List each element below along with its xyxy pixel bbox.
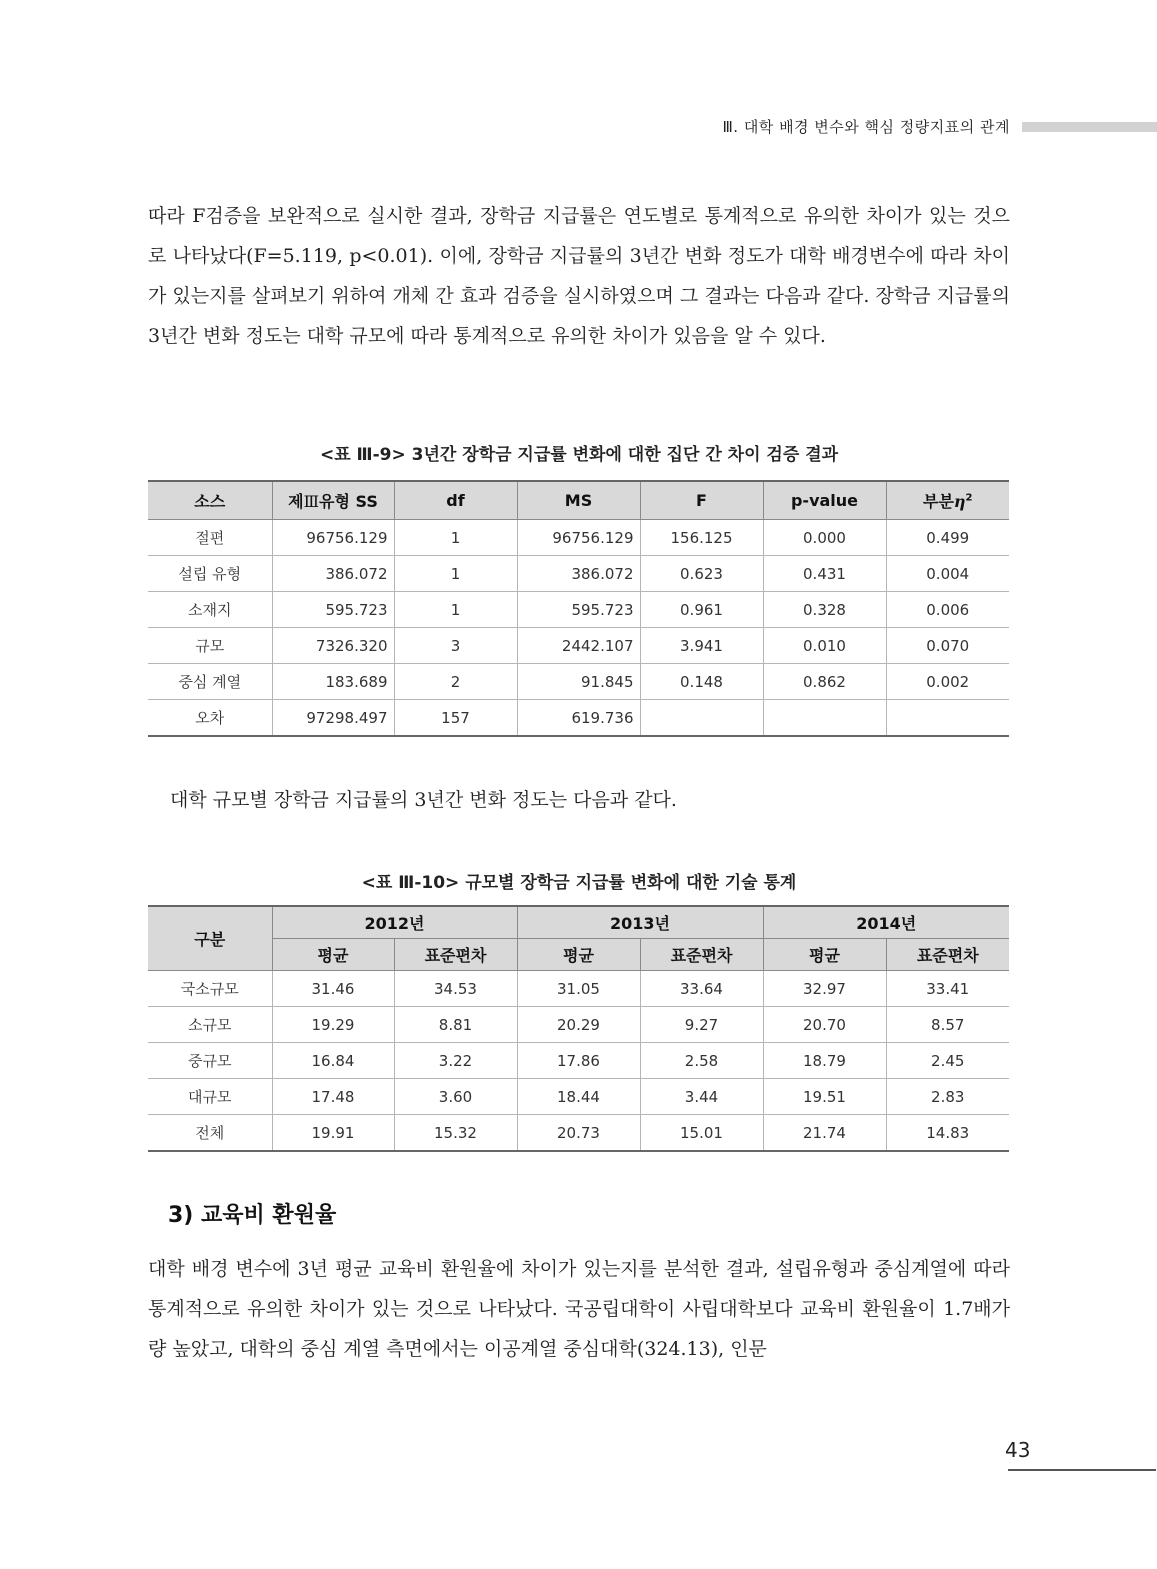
header-group: 구분 — [148, 906, 272, 971]
cell-ms: 2442.107 — [517, 628, 640, 664]
cell-m13: 17.86 — [517, 1043, 640, 1079]
cell-m12: 17.48 — [272, 1079, 394, 1115]
cell-p: 0.010 — [763, 628, 886, 664]
header-df: df — [394, 481, 517, 520]
cell-p — [763, 700, 886, 737]
header-decorative-bar — [1022, 122, 1157, 132]
table-row — [148, 971, 1009, 1007]
paragraph-1: 따라 F검증을 보완적으로 실시한 결과, 장학금 지급률은 연도별로 통계적으로 유의한 차이가 있는 것으로 나타났다(F=5.119, p<0.01). 이에, 장학금 지급률의 3년간 변화 정도가 대학 배경변수에 따라 차이가 있는지를 살펴보기 위하여 개체 간 효과 검증을 실시하였으며 그 결과는 다음과 같다. 장학금 지급률의 3년간 변화 정도는 대학 규모에 따라 통계적으로 유의한 차이가 있음을 알 수 있다. — [148, 205, 1010, 347]
table-row — [148, 664, 1009, 700]
cell-df: 1 — [394, 556, 517, 592]
cell-source: 절편 — [148, 520, 272, 556]
cell-f: 156.125 — [640, 520, 763, 556]
cell-eta: 0.006 — [886, 592, 1009, 628]
cell-p: 0.431 — [763, 556, 886, 592]
cell-source: 중심 계열 — [148, 664, 272, 700]
cell-s12: 3.60 — [394, 1079, 517, 1115]
section-title: 3) 교육비 환원율 — [168, 1203, 337, 1228]
cell-group: 소규모 — [148, 1007, 272, 1043]
page-number-rule — [1008, 1469, 1156, 1471]
cell-m14: 20.70 — [763, 1007, 886, 1043]
cell-s14: 2.83 — [886, 1079, 1009, 1115]
cell-m13: 18.44 — [517, 1079, 640, 1115]
cell-source: 설립 유형 — [148, 556, 272, 592]
table-row — [148, 556, 1009, 592]
descriptive-stats-table — [148, 905, 1009, 1152]
cell-df: 3 — [394, 628, 517, 664]
cell-p: 0.862 — [763, 664, 886, 700]
table-row — [148, 592, 1009, 628]
cell-s12: 3.22 — [394, 1043, 517, 1079]
paragraph-2: 대학 규모별 장학금 지급률의 3년간 변화 정도는 다음과 같다. — [170, 789, 677, 811]
header-year-2012: 2012년 — [272, 906, 517, 939]
header-p-value: p-value — [763, 481, 886, 520]
running-header: Ⅲ. 대학 배경 변수와 핵심 정량지표의 관계 — [722, 118, 1010, 136]
cell-m14: 21.74 — [763, 1115, 886, 1152]
header-mean-2013: 평균 — [517, 939, 640, 971]
cell-ms: 96756.129 — [517, 520, 640, 556]
cell-group: 중규모 — [148, 1043, 272, 1079]
cell-m14: 18.79 — [763, 1043, 886, 1079]
cell-f: 0.961 — [640, 592, 763, 628]
cell-m12: 19.91 — [272, 1115, 394, 1152]
cell-ss: 595.723 — [272, 592, 394, 628]
table-row — [148, 1007, 1009, 1043]
cell-eta: 0.070 — [886, 628, 1009, 664]
cell-m12: 16.84 — [272, 1043, 394, 1079]
cell-eta — [886, 700, 1009, 737]
cell-p: 0.328 — [763, 592, 886, 628]
cell-s14: 33.41 — [886, 971, 1009, 1007]
cell-s13: 2.58 — [640, 1043, 763, 1079]
cell-eta: 0.004 — [886, 556, 1009, 592]
cell-s13: 15.01 — [640, 1115, 763, 1152]
cell-ms: 619.736 — [517, 700, 640, 737]
cell-s13: 3.44 — [640, 1079, 763, 1115]
header-year-2014: 2014년 — [763, 906, 1009, 939]
cell-f — [640, 700, 763, 737]
cell-m14: 32.97 — [763, 971, 886, 1007]
header-sd-2014: 표준편차 — [886, 939, 1009, 971]
cell-source: 오차 — [148, 700, 272, 737]
cell-s14: 2.45 — [886, 1043, 1009, 1079]
cell-ms: 91.845 — [517, 664, 640, 700]
anova-table — [148, 480, 1009, 737]
cell-ss: 386.072 — [272, 556, 394, 592]
cell-ss: 97298.497 — [272, 700, 394, 737]
cell-ms: 386.072 — [517, 556, 640, 592]
table-2-caption: <표 Ⅲ-10> 규모별 장학금 지급률 변화에 대한 기술 통계 — [361, 873, 797, 893]
cell-eta: 0.499 — [886, 520, 1009, 556]
table-row — [148, 1043, 1009, 1079]
header-year-2013: 2013년 — [517, 906, 763, 939]
cell-ss: 96756.129 — [272, 520, 394, 556]
cell-s12: 8.81 — [394, 1007, 517, 1043]
cell-m14: 19.51 — [763, 1079, 886, 1115]
cell-source: 소재지 — [148, 592, 272, 628]
cell-s14: 8.57 — [886, 1007, 1009, 1043]
cell-ms: 595.723 — [517, 592, 640, 628]
cell-m12: 19.29 — [272, 1007, 394, 1043]
cell-m13: 20.29 — [517, 1007, 640, 1043]
page-number: 43 — [1005, 1438, 1031, 1462]
table-row — [148, 520, 1009, 556]
cell-p: 0.000 — [763, 520, 886, 556]
cell-f: 3.941 — [640, 628, 763, 664]
header-partial-eta: 부분$\eta^2$ — [886, 481, 1009, 520]
table-row — [148, 700, 1009, 737]
cell-s14: 14.83 — [886, 1115, 1009, 1152]
table-1-caption: <표 Ⅲ-9> 3년간 장학금 지급률 변화에 대한 집단 간 차이 검증 결과 — [319, 445, 839, 465]
cell-s13: 33.64 — [640, 971, 763, 1007]
header-f: F — [640, 481, 763, 520]
cell-df: 157 — [394, 700, 517, 737]
cell-ss: 7326.320 — [272, 628, 394, 664]
cell-s12: 34.53 — [394, 971, 517, 1007]
cell-s13: 9.27 — [640, 1007, 763, 1043]
cell-f: 0.148 — [640, 664, 763, 700]
cell-s12: 15.32 — [394, 1115, 517, 1152]
cell-m12: 31.46 — [272, 971, 394, 1007]
cell-m13: 31.05 — [517, 971, 640, 1007]
cell-ss: 183.689 — [272, 664, 394, 700]
cell-m13: 20.73 — [517, 1115, 640, 1152]
table-row — [148, 1115, 1009, 1152]
table-row — [148, 628, 1009, 664]
cell-df: 2 — [394, 664, 517, 700]
header-ms: MS — [517, 481, 640, 520]
cell-df: 1 — [394, 592, 517, 628]
header-sd-2013: 표준편차 — [640, 939, 763, 971]
header-sd-2012: 표준편차 — [394, 939, 517, 971]
cell-df: 1 — [394, 520, 517, 556]
header-mean-2014: 평균 — [763, 939, 886, 971]
header-source: 소스 — [148, 481, 272, 520]
cell-group: 국소규모 — [148, 971, 272, 1007]
cell-source: 규모 — [148, 628, 272, 664]
header-mean-2012: 평균 — [272, 939, 394, 971]
header-ss: 제Ⅲ유형 SS — [272, 481, 394, 520]
cell-group: 전체 — [148, 1115, 272, 1152]
cell-eta: 0.002 — [886, 664, 1009, 700]
cell-group: 대규모 — [148, 1079, 272, 1115]
paragraph-3: 대학 배경 변수에 3년 평균 교육비 환원율에 차이가 있는지를 분석한 결과, 설립유형과 중심계열에 따라 통계적으로 유의한 차이가 있는 것으로 나타났다. 국공립대학이 사립대학보다 교육비 환원율이 1.7배가량 높았고, 대학의 중심 계열 측면에서는 이공계열 중심대학(324.13), 인문 — [148, 1258, 1010, 1360]
table-row — [148, 1079, 1009, 1115]
cell-f: 0.623 — [640, 556, 763, 592]
